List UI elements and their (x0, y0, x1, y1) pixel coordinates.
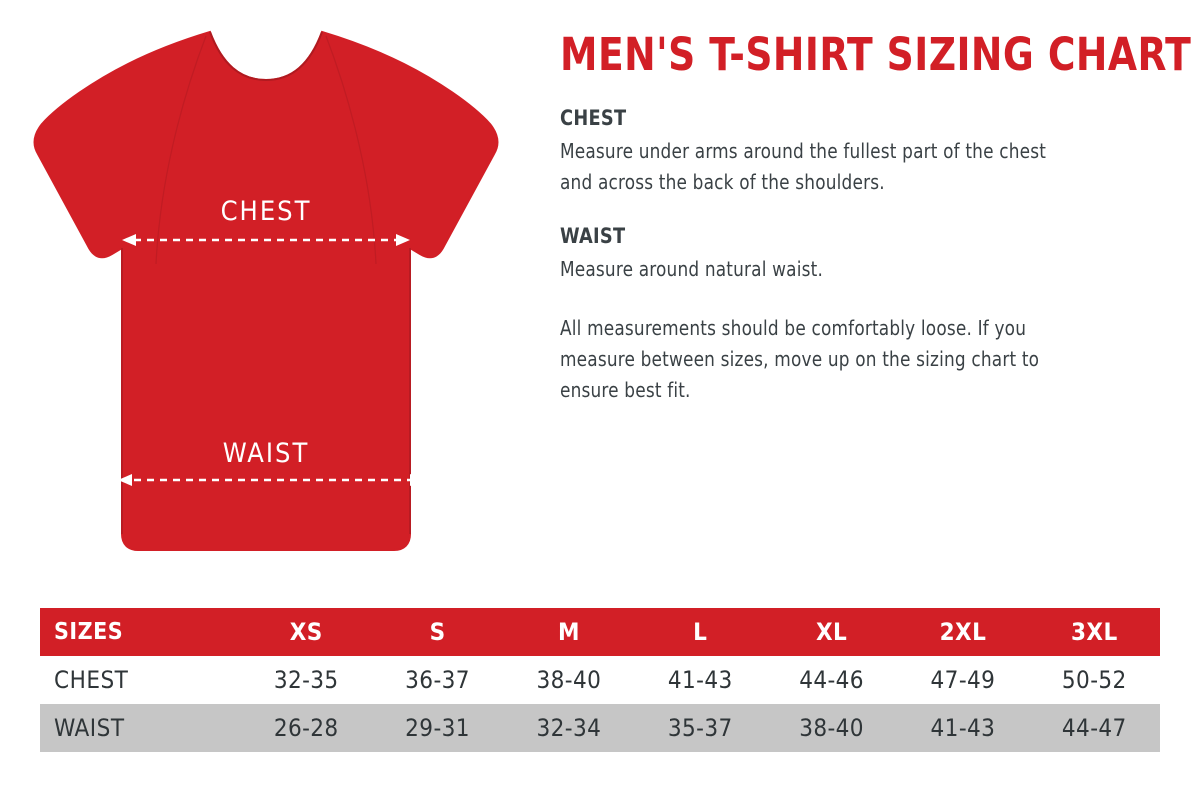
row-label-waist: WAIST (54, 714, 125, 742)
chest-m: 38-40 (536, 666, 602, 694)
general-note-body: All measurements should be comfortably loose. If you measure between sizes, move up on the sizing chart to ensure best fit. (560, 315, 1040, 402)
page-title: MEN'S T-SHIRT SIZING CHART (560, 28, 1192, 81)
chest-xs: 32-35 (273, 666, 339, 694)
table-header-l: L (693, 618, 708, 646)
chest-measurement-label: CHEST (220, 196, 312, 227)
chest-instructions (560, 106, 1090, 198)
waist-2xl: 41-43 (930, 714, 996, 742)
table-header-2xl: 2XL (939, 618, 987, 646)
chest-3xl: 50-52 (1061, 666, 1127, 694)
chest-s: 36-37 (405, 666, 470, 694)
chest-xl: 44-46 (799, 666, 864, 694)
chest-instructions-body: Measure under arms around the fullest part of the chest and across the back of the shoulders. (560, 138, 1047, 194)
info-pane (560, 0, 1192, 580)
waist-measurement-label: WAIST (222, 438, 310, 469)
table-row (40, 656, 1160, 704)
tshirt-body (35, 32, 498, 550)
chest-2xl: 47-49 (930, 666, 996, 694)
waist-xl: 38-40 (799, 714, 864, 742)
table-row (40, 704, 1160, 752)
table-header-row (40, 608, 1160, 656)
table-header-xs: XS (289, 618, 323, 646)
waist-instructions-heading: WAIST (560, 223, 626, 248)
table-header-sizes: SIZES (54, 619, 124, 645)
chest-instructions-heading: CHEST (560, 105, 627, 130)
chest-l: 41-43 (667, 666, 733, 694)
table-header-s: S (429, 618, 446, 646)
sizing-table-wrap (40, 608, 1160, 752)
waist-instructions (560, 224, 1090, 285)
table-header-3xl: 3XL (1070, 618, 1118, 646)
row-label-chest: CHEST (54, 666, 129, 694)
waist-s: 29-31 (405, 714, 470, 742)
waist-instructions-body: Measure around natural waist. (560, 256, 824, 281)
table-header-m: M (557, 618, 580, 646)
tshirt-graphic (10, 14, 530, 574)
shirt-illustration-pane (0, 0, 545, 580)
waist-l: 35-37 (667, 714, 733, 742)
sizing-table (40, 608, 1160, 752)
waist-m: 32-34 (536, 714, 602, 742)
table-header-xl: XL (815, 618, 848, 646)
general-note (560, 313, 1090, 406)
waist-3xl: 44-47 (1061, 714, 1127, 742)
waist-xs: 26-28 (273, 714, 339, 742)
